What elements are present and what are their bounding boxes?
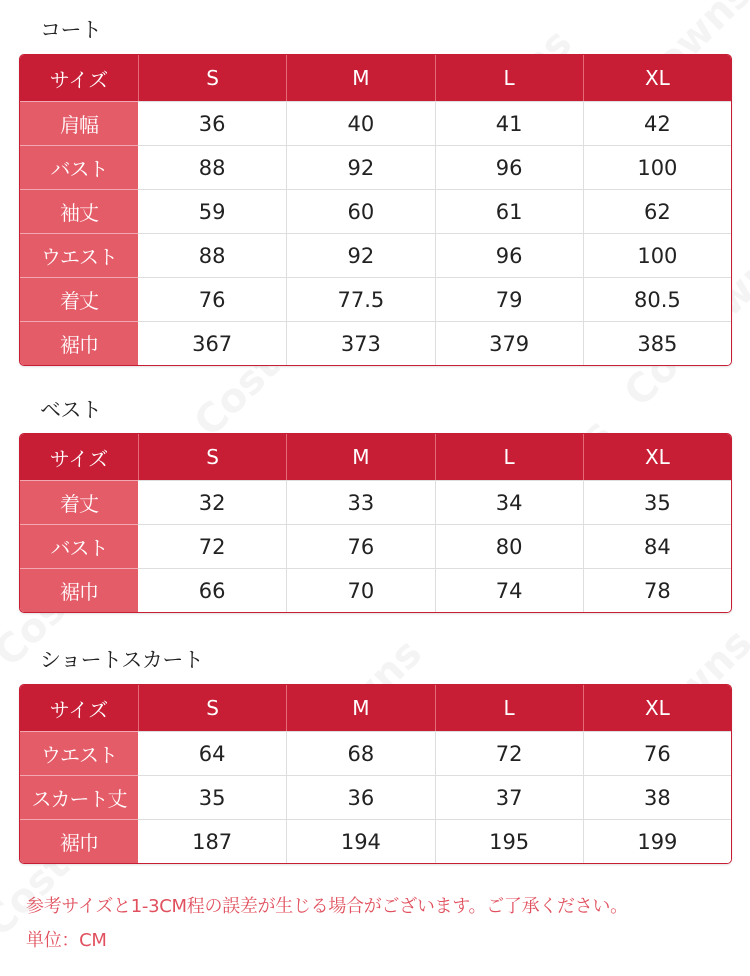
section-title-vest: ベスト bbox=[40, 398, 102, 422]
table-cell: 33 bbox=[286, 480, 434, 524]
header-cell-m: M bbox=[286, 55, 434, 101]
table-cell: 72 bbox=[435, 731, 583, 775]
table-row bbox=[20, 524, 731, 568]
section-title-short-skirt: ショートスカート bbox=[40, 648, 204, 672]
row-label: 裾巾 bbox=[20, 568, 138, 612]
header-cell-xl: XL bbox=[583, 685, 731, 731]
table-cell: 76 bbox=[583, 731, 731, 775]
row-label: 着丈 bbox=[20, 277, 138, 321]
table-cell: 84 bbox=[583, 524, 731, 568]
table-cell: 79 bbox=[435, 277, 583, 321]
table-cell: 41 bbox=[435, 101, 583, 145]
table-cell: 37 bbox=[435, 775, 583, 819]
size-table-coat bbox=[19, 54, 732, 366]
header-cell-s: S bbox=[138, 434, 286, 480]
header-cell-size: サイズ bbox=[20, 55, 138, 101]
table-cell: 80 bbox=[435, 524, 583, 568]
table-row bbox=[20, 819, 731, 863]
table-cell: 92 bbox=[286, 145, 434, 189]
table-row bbox=[20, 145, 731, 189]
table-header-row bbox=[20, 55, 731, 101]
table-cell: 72 bbox=[138, 524, 286, 568]
header-cell-size: サイズ bbox=[20, 434, 138, 480]
table-row bbox=[20, 775, 731, 819]
table-cell: 36 bbox=[286, 775, 434, 819]
table-cell: 92 bbox=[286, 233, 434, 277]
table-cell: 76 bbox=[286, 524, 434, 568]
table-cell: 42 bbox=[583, 101, 731, 145]
table-cell: 100 bbox=[583, 145, 731, 189]
table-cell: 36 bbox=[138, 101, 286, 145]
header-cell-l: L bbox=[435, 685, 583, 731]
header-cell-xl: XL bbox=[583, 55, 731, 101]
row-label: ウエスト bbox=[20, 731, 138, 775]
header-cell-l: L bbox=[435, 55, 583, 101]
table-header-row bbox=[20, 685, 731, 731]
table-cell: 77.5 bbox=[286, 277, 434, 321]
table-row bbox=[20, 101, 731, 145]
table-cell: 70 bbox=[286, 568, 434, 612]
table-row bbox=[20, 277, 731, 321]
table-cell: 100 bbox=[583, 233, 731, 277]
table-row bbox=[20, 480, 731, 524]
table-cell: 379 bbox=[435, 321, 583, 365]
table-cell: 88 bbox=[138, 233, 286, 277]
header-cell-s: S bbox=[138, 685, 286, 731]
header-cell-size: サイズ bbox=[20, 685, 138, 731]
table-cell: 66 bbox=[138, 568, 286, 612]
table-cell: 35 bbox=[138, 775, 286, 819]
size-note: 参考サイズと1-3CM程の誤差が生じる場合がございます。ご了承ください。 bbox=[26, 896, 628, 917]
table-cell: 76 bbox=[138, 277, 286, 321]
table-cell: 38 bbox=[583, 775, 731, 819]
row-label: スカート丈 bbox=[20, 775, 138, 819]
table-cell: 78 bbox=[583, 568, 731, 612]
table-cell: 59 bbox=[138, 189, 286, 233]
table-cell: 34 bbox=[435, 480, 583, 524]
header-cell-s: S bbox=[138, 55, 286, 101]
table-cell: 80.5 bbox=[583, 277, 731, 321]
size-table-vest bbox=[19, 433, 732, 613]
table-cell: 373 bbox=[286, 321, 434, 365]
table-cell: 385 bbox=[583, 321, 731, 365]
table-cell: 367 bbox=[138, 321, 286, 365]
header-cell-xl: XL bbox=[583, 434, 731, 480]
table-cell: 74 bbox=[435, 568, 583, 612]
row-label: バスト bbox=[20, 145, 138, 189]
section-title-coat: コート bbox=[40, 18, 102, 42]
table-row bbox=[20, 568, 731, 612]
table-cell: 61 bbox=[435, 189, 583, 233]
table-cell: 96 bbox=[435, 233, 583, 277]
row-label: 裾巾 bbox=[20, 819, 138, 863]
table-cell: 96 bbox=[435, 145, 583, 189]
table-cell: 194 bbox=[286, 819, 434, 863]
table-cell: 68 bbox=[286, 731, 434, 775]
row-label: 肩幅 bbox=[20, 101, 138, 145]
table-cell: 60 bbox=[286, 189, 434, 233]
size-table-short-skirt bbox=[19, 684, 732, 864]
row-label: 裾巾 bbox=[20, 321, 138, 365]
row-label: 袖丈 bbox=[20, 189, 138, 233]
table-row bbox=[20, 233, 731, 277]
table-row bbox=[20, 321, 731, 365]
row-label: ウエスト bbox=[20, 233, 138, 277]
table-cell: 32 bbox=[138, 480, 286, 524]
header-cell-m: M bbox=[286, 434, 434, 480]
table-cell: 195 bbox=[435, 819, 583, 863]
table-cell: 187 bbox=[138, 819, 286, 863]
table-cell: 88 bbox=[138, 145, 286, 189]
row-label: バスト bbox=[20, 524, 138, 568]
table-row bbox=[20, 189, 731, 233]
table-cell: 40 bbox=[286, 101, 434, 145]
table-header-row bbox=[20, 434, 731, 480]
header-cell-m: M bbox=[286, 685, 434, 731]
unit-note: 単位：CM bbox=[26, 930, 107, 951]
table-cell: 64 bbox=[138, 731, 286, 775]
table-cell: 62 bbox=[583, 189, 731, 233]
table-cell: 35 bbox=[583, 480, 731, 524]
row-label: 着丈 bbox=[20, 480, 138, 524]
table-cell: 199 bbox=[583, 819, 731, 863]
header-cell-l: L bbox=[435, 434, 583, 480]
table-row bbox=[20, 731, 731, 775]
